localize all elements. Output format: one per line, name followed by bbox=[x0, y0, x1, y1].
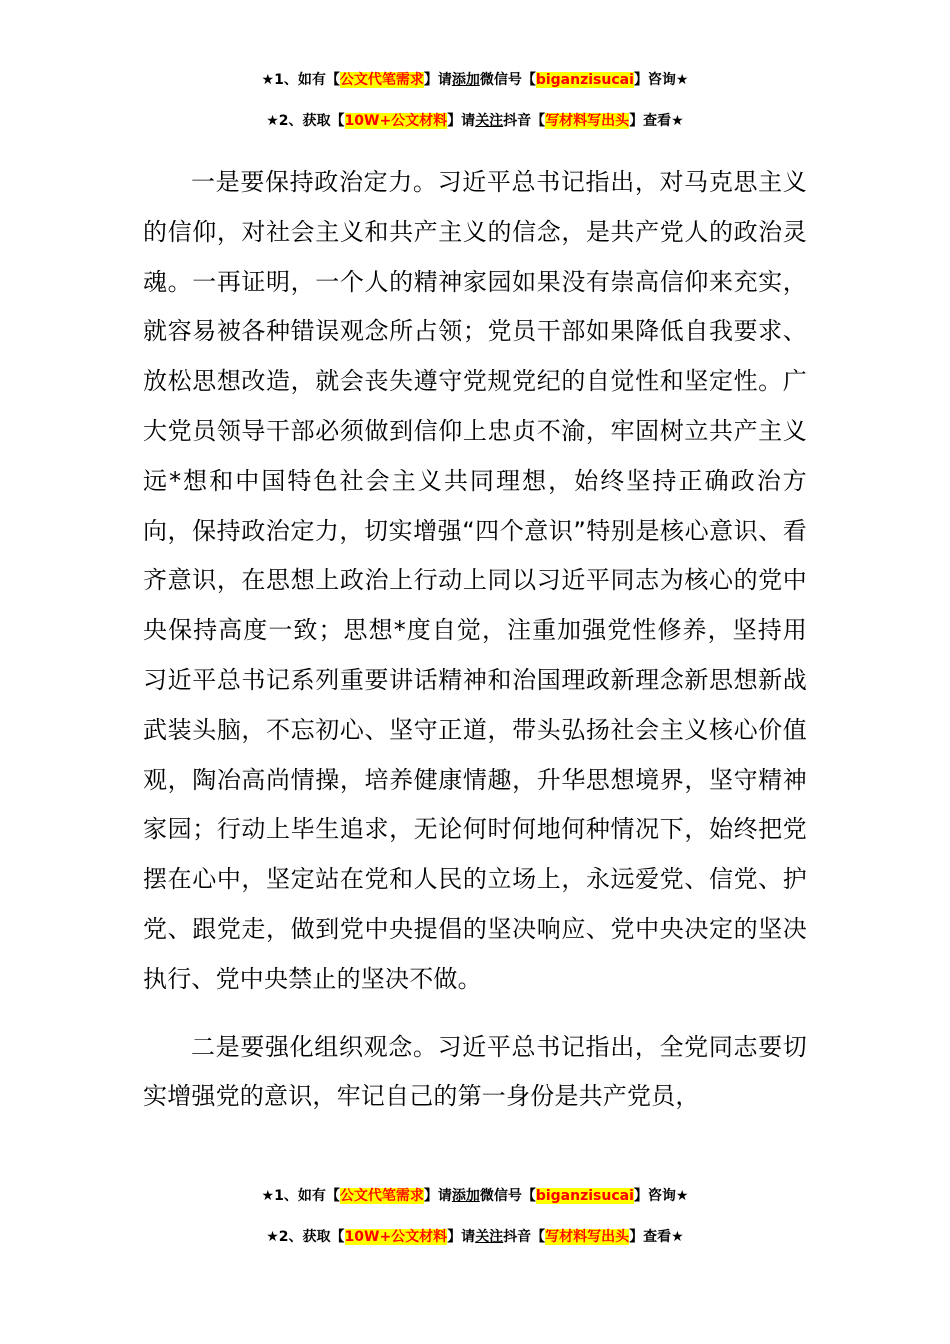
underlined-text: 关注 bbox=[475, 113, 504, 129]
header-banner bbox=[0, 60, 950, 142]
banner-text: 抖音【 bbox=[503, 1229, 546, 1245]
paragraph-1: 一是要保持政治定力。习近平总书记指出，对马克思主义的信仰，对社会主义和共产主义的信念，是共产党人的政治灵魂。一再证明，一个人的精神家园如果没有崇高信仰来充实，就容易被各种错误观念所占领；党员干部如果降低自我要求、放松思想改造，就会丧失遵守党规党纪的自觉性和坚定性。广大党员领导干部必须做到信仰上忠贞不渝，牢固树立共产主义远*想和中国特色社会主义共同理想，始终坚持正确政治方向，保持政治定力，切实增强“四个意识”特别是核心意识、看齐意识，在思想上政治上行动上同以习近平同志为核心的党中央保持高度一致；思想*度自觉，注重加强党性修养，坚持用习近平总书记系列重要讲话精神和治国理政新理念新思想新战武装头脑，不忘初心、坚守正道，带头弘扬社会主义核心价值观，陶冶高尚情操，培养健康情趣，升华思想境界，坚守精神家园；行动上毕生追求，无论何时何地何种情况下，始终把党摆在心中，坚定站在党和人民的立场上，永远爱党、信党、护党、跟党走，做到党中央提倡的坚决响应、党中央决定的坚决执行、党中央禁止的坚决不做。 bbox=[143, 168, 807, 993]
banner-text: 】请 bbox=[423, 72, 452, 88]
banner-line-2 bbox=[0, 101, 950, 142]
banner-line-2 bbox=[0, 1217, 950, 1258]
banner-text: 】请 bbox=[423, 1188, 452, 1204]
banner-text: 微信号【 bbox=[479, 72, 536, 88]
banner-text: 】查看★ bbox=[629, 1229, 684, 1245]
banner-text: 】查看★ bbox=[629, 113, 684, 129]
highlight-materials: 10W+公文材料 bbox=[344, 1229, 448, 1245]
highlight-materials: 10W+公文材料 bbox=[344, 113, 448, 129]
underlined-text: 添加 bbox=[451, 72, 480, 88]
banner-text: 】请 bbox=[447, 1229, 476, 1245]
banner-text: 】请 bbox=[447, 113, 476, 129]
banner-text: 抖音【 bbox=[503, 113, 546, 129]
banner-text: ★1、如有【 bbox=[261, 1188, 340, 1204]
banner-line-1 bbox=[0, 60, 950, 101]
highlight-douyin-id: 写材料写出头 bbox=[545, 113, 630, 129]
highlight-douyin-id: 写材料写出头 bbox=[545, 1229, 630, 1245]
banner-text: 】咨询★ bbox=[633, 72, 689, 88]
highlight-wechat-id: biganzisucai bbox=[535, 1188, 634, 1204]
banner-text: ★1、如有【 bbox=[261, 72, 340, 88]
underlined-text: 关注 bbox=[475, 1229, 504, 1245]
banner-text: ★2、获取【 bbox=[266, 1229, 345, 1245]
banner-line-1 bbox=[0, 1176, 950, 1217]
document-body bbox=[143, 158, 807, 1122]
highlight-service: 公文代笔需求 bbox=[339, 1188, 424, 1204]
footer-banner bbox=[0, 1176, 950, 1258]
highlight-service: 公文代笔需求 bbox=[339, 72, 424, 88]
highlight-wechat-id: biganzisucai bbox=[535, 72, 634, 88]
underlined-text: 添加 bbox=[451, 1188, 480, 1204]
banner-text: 微信号【 bbox=[479, 1188, 536, 1204]
banner-text: ★2、获取【 bbox=[266, 113, 345, 129]
banner-text: 】咨询★ bbox=[633, 1188, 689, 1204]
paragraph-2: 二是要强化组织观念。习近平总书记指出，全党同志要切实增强党的意识，牢记自己的第一身份是共产党员， bbox=[143, 1032, 807, 1111]
